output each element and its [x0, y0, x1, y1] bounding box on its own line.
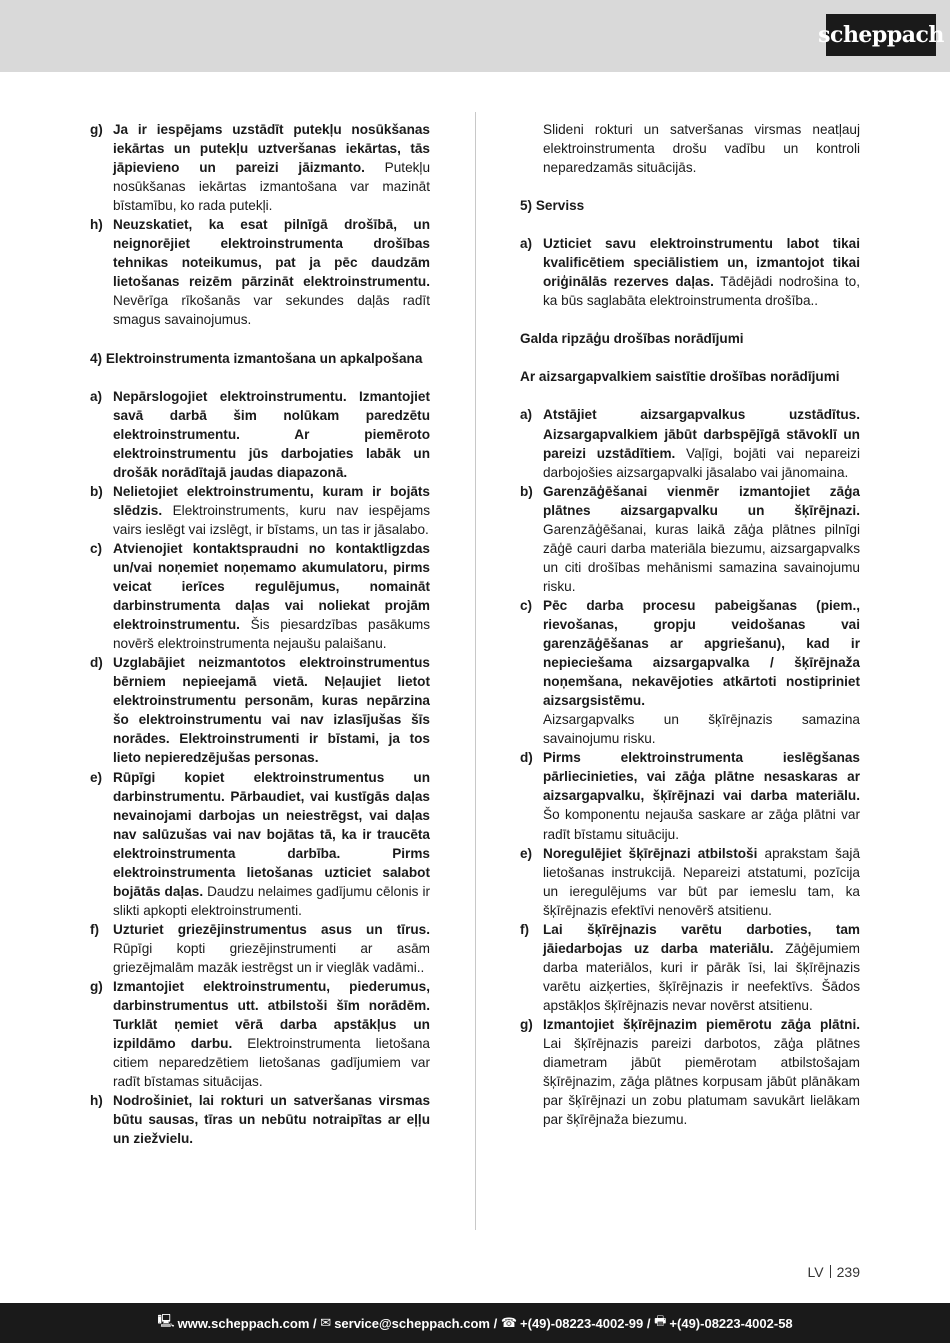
footer-bar — [0, 1303, 950, 1343]
item-label: a) — [520, 407, 533, 423]
list-item — [90, 215, 430, 329]
computer-icon: 🖳 — [157, 1313, 175, 1328]
phone-icon: ☎ — [500, 1315, 518, 1330]
item-label: g) — [520, 1016, 533, 1032]
list-item — [90, 768, 430, 920]
item-bold-text: Atvienojiet kontaktspraudni no kontaktligzdas un/vai noņemiet noņemamo akumulatoru, pirms veicat ierīces regulējumus, nomaināt darbinstrumenta daļas vai noliekat projām elektroinstrumentu. — [113, 540, 430, 633]
item-normal-text: Rūpīgi kopti griezējinstrumenti ar asām griezējmalām mazāk iestrēgst un ir vieglāk vadāmi.. — [113, 940, 430, 975]
item-text — [113, 1091, 430, 1148]
item-normal-text: Daudzu nelaimes gadījumu cēlonis ir slikti apkopti elektroinstrumenti. — [113, 883, 430, 918]
item-text — [113, 215, 430, 329]
list-item — [520, 405, 860, 481]
item-label: f) — [520, 921, 530, 937]
item-text — [543, 1015, 860, 1129]
list-item — [520, 844, 860, 920]
item-text — [113, 482, 430, 539]
footer-fax: +(49)-08223-4002-58 — [669, 1315, 793, 1331]
list-item — [90, 1091, 430, 1148]
item-label: e) — [520, 845, 533, 861]
list-item — [90, 977, 430, 1091]
item-label: d) — [520, 750, 533, 766]
continuation-text: Slideni rokturi un satveršanas virsmas neatļauj elektroinstrumenta drošu vadību un kontroli neparedzamās situācijās. — [543, 122, 860, 176]
item-label: a) — [90, 388, 103, 404]
item-label: d) — [90, 655, 103, 671]
brand-logo — [818, 14, 944, 56]
item-bold-text: Nelietojiet elektroinstrumentu, kuram ir bojāts slēdzis. — [113, 483, 430, 518]
item-normal-text: Garenzāģēšanai, kuras laikā zāģa plātnes pilnīgi zāģē cauri darba materiāla biezumu, aizsargapvalks un citi drošības mehānismi samazina savainojumu risku. — [543, 521, 860, 594]
left-column — [90, 120, 430, 1148]
item-bold-text: Izmantojiet šķīrējnazim piemērotu zāģa plātni. — [543, 1016, 860, 1032]
item-label: f) — [90, 921, 100, 937]
item-bold-text: Rūpīgi kopiet elektroinstrumentus un darbinstrumentu. Pārbaudiet, vai kustīgās daļas nevainojami darbojas un neiestrēgst, vai daļas nav salūzušas vai nav bojātas tā, ka ir traucēta elektroinstrumenta darbība. Pirms elektroinstrumenta lietošanas uzticiet salabot bojātās daļas. — [113, 769, 430, 899]
list-item — [90, 120, 430, 215]
item-normal-text: Zāģējumiem darba materiālos, kuri ir pārāk īsi, lai šķīrējnazis varētu aizķerties, šķīrējnazis ir neefektīvs. Šādos apstākļos šķīrējnazis nevar novērst atsitienu. — [543, 940, 861, 1013]
list-item — [90, 539, 430, 653]
column-divider — [475, 112, 476, 1230]
item-label: h) — [90, 217, 103, 233]
page-lang: LV — [807, 1264, 824, 1280]
list-guards-2 — [520, 748, 860, 1129]
list-item — [90, 653, 430, 767]
item-bold-text: Uzticiet savu elektroinstrumentu labot tikai kvalificētiem speciālistiem un, izmantojot tikai oriģinālās rezerves daļas. — [543, 236, 860, 290]
list-item — [90, 920, 430, 977]
item-text — [113, 920, 430, 977]
item-normal-text: Elektroinstruments, kuru nav iespējams vairs ieslēgt vai izslēgt, ir bīstams, un tas ir jāsalabo. — [113, 502, 430, 537]
item-bold-text: Lai šķīrējnazis varētu darboties, tam jāiedarbojas uz darba materiālu. — [543, 921, 860, 956]
item-label: b) — [90, 483, 103, 499]
item-normal-text: Lai šķīrējnazis pareizi darbotos, zāģa plātnes diametram jābūt piemērotam atbilstošajam šķīrējnazim, zāģa plātnes korpusam jābūt plānākam par šķīrējnazi un zobu platumam savukārt lielākam par šķīrējnaža biezumu. — [543, 1036, 860, 1128]
footer-web[interactable]: www.scheppach.com — [177, 1315, 310, 1331]
list-item — [520, 596, 860, 710]
item-normal-text: Šo komponentu nejauša saskare ar zāģa plātni var radīt bīstamu situāciju. — [543, 807, 860, 842]
header-band — [0, 0, 950, 72]
item-label: c) — [520, 597, 533, 613]
item-bold-text: Izmantojiet elektroinstrumentu, piederumus, darbinstrumentus utt. atbilstoši šīm norādēm. Turklāt ņemiet vērā darba apstākļus un izpildāmo darbu. — [113, 979, 430, 1052]
item-text — [543, 234, 860, 310]
item-text — [543, 405, 860, 481]
item-text — [113, 977, 430, 1091]
item-label: g) — [90, 979, 103, 995]
list-item — [520, 920, 860, 1015]
item-normal-text: Putekļu nosūkšanas iekārtas izmantošana var mazināt bīstamību, ko rada putekļi. — [113, 160, 431, 214]
item-text — [113, 387, 430, 482]
item-normal-text: Tādējādi nodrošina to, ka būs saglabāta elektroinstrumenta drošība.. — [543, 274, 860, 309]
list-general — [90, 120, 430, 330]
item-c-extra: Aizsargapvalks un šķīrējnazis samazina savainojumu risku. — [543, 712, 860, 747]
item-text — [543, 748, 860, 843]
list-item — [90, 387, 430, 482]
item-text — [543, 920, 860, 1015]
list-item — [520, 1015, 860, 1129]
guard-safety-heading: Ar aizsargapvalkiem saistītie drošības norādījumi — [520, 369, 840, 385]
item-text — [543, 844, 860, 920]
saw-safety-heading: Galda ripzāģu drošības norādījumi — [520, 331, 744, 347]
item-bold-text: Neuzskatiet, ka esat pilnīgā drošībā, un neignorējiet elektroinstrumenta drošības tehnikas noteikumus, pat ja pēc daudzām lietošanas reizēm pārzināt elektroinstrumentu. — [113, 217, 430, 290]
item-label: a) — [520, 236, 533, 252]
item-bold-text: Nepārslogojiet elektroinstrumentu. Izmantojiet savā darbā šim nolūkam paredzētu elektroinstrumentu. Ar piemēroto elektroinstrumentu jūs darbojaties labāk un drošāk norādītajā jaudas diapazonā. — [113, 388, 430, 480]
email-icon: ✉ — [320, 1315, 332, 1330]
item-bold-text: Noregulējiet šķīrējnazi atbilstoši — [543, 845, 758, 861]
list-section-5 — [520, 234, 860, 310]
item-label: c) — [90, 540, 103, 556]
item-normal-text: Vaļīgi, bojāti vai nepareizi darbojošies aizsargapvalki jāsalabo vai jānomaina. — [543, 445, 860, 480]
item-label: b) — [520, 483, 533, 499]
list-item — [520, 234, 860, 310]
item-text — [113, 120, 430, 215]
page-separator — [830, 1265, 831, 1278]
page-number — [808, 1264, 860, 1280]
footer-sep: / — [313, 1315, 317, 1331]
section-4-heading: 4) Elektroinstrumenta izmantošana un apkalpošana — [90, 350, 423, 366]
item-bold-text: Uzturiet griezējinstrumentus asus un tīrus. — [113, 921, 430, 937]
item-label: h) — [90, 1093, 103, 1109]
item-label: e) — [90, 769, 103, 785]
logo-text: scheppach — [818, 22, 944, 48]
fax-icon: 🖶 — [654, 1313, 667, 1328]
item-normal-text: Nevērīga rīkošanās var sekundes daļās radīt smagus savainojumus. — [113, 293, 430, 328]
footer-sep: / — [646, 1315, 651, 1331]
item-text — [113, 539, 430, 653]
list-item — [90, 482, 430, 539]
item-bold-text: Nodrošiniet, lai rokturi un satveršanas virsmas būtu sausas, tīras un nebūtu notraipītas ar eļļu un ziežvielu. — [113, 1093, 430, 1147]
page-num: 239 — [836, 1264, 860, 1280]
footer-phone: +(49)-08223-4002-99 — [520, 1315, 644, 1331]
item-normal-text: Šis piesardzības pasākums novērš elektroinstrumenta nejaušu palaišanu. — [113, 617, 430, 652]
right-column — [520, 120, 860, 1129]
item-label: g) — [90, 122, 103, 137]
item-bold-text: Pēc darba procesu pabeigšanas (piem., rievošanas, gropju veidošanas vai garenzāģēšanas ar apgriešanu), kad ir nepieciešama aizsargapvalka / šķīrējnaža noņemšana, nekavējoties atkārtoti nostipriniet aizsargsistēmu. — [543, 597, 860, 709]
item-bold-text: Pirms elektroinstrumenta ieslēgšanas pārliecinieties, vai zāģa plātne nesaskaras ar aizsargapvalku, šķīrējnazi vai darba materiālu. — [543, 750, 860, 804]
list-item — [520, 482, 860, 596]
list-guards — [520, 405, 860, 710]
section-5-heading: 5) Serviss — [520, 198, 585, 214]
footer-email[interactable]: service@scheppach.com — [334, 1315, 490, 1331]
item-text — [113, 653, 430, 767]
item-bold-text: Garenzāģēšanai vienmēr izmantojiet zāģa plātnes aizsargapvalku un šķīrējnazi. — [543, 483, 860, 518]
item-text — [543, 596, 860, 710]
item-bold-text: Uzglabājiet neizmantotos elektroinstrumentus bērniem nepieejamā vietā. Neļaujiet lietot elektroinstrumentu personām, kuras nepārzina šo elektroinstrumentu vai nav izlasījušas šīs norādes. Elektroinstrumenti ir bīstami, ja tos lieto nepieredzējušas personas. — [113, 655, 430, 766]
item-normal-text: Elektroinstrumenta lietošana citiem neparedzētiem lietošanas gadījumiem var radīt bīstamas situācijas. — [113, 1036, 430, 1090]
item-text — [543, 482, 860, 596]
list-section-4 — [90, 387, 430, 1149]
item-bold-text: Atstājiet aizsargapvalkus uzstādītus. Aizsargapvalkiem jābūt darbspējīgā stāvoklī un pareizi uzstādītiem. — [543, 407, 860, 461]
item-normal-text: aprakstam šajā lietošanas instrukcijā. Nepareizi atstatumi, pozīcija un ieregulējums var būt par iemeslu tam, ka šķīrējnazis efektīvi nenovērš atsitienu. — [543, 845, 861, 918]
item-text — [113, 768, 430, 920]
footer-sep: / — [493, 1315, 498, 1331]
list-item — [520, 748, 860, 843]
item-bold-text: Ja ir iespējams uzstādīt putekļu nosūkšanas iekārtas un putekļu uztveršanas iekārtas, tās jāpievieno un pareizi jāizmanto. — [113, 122, 430, 176]
